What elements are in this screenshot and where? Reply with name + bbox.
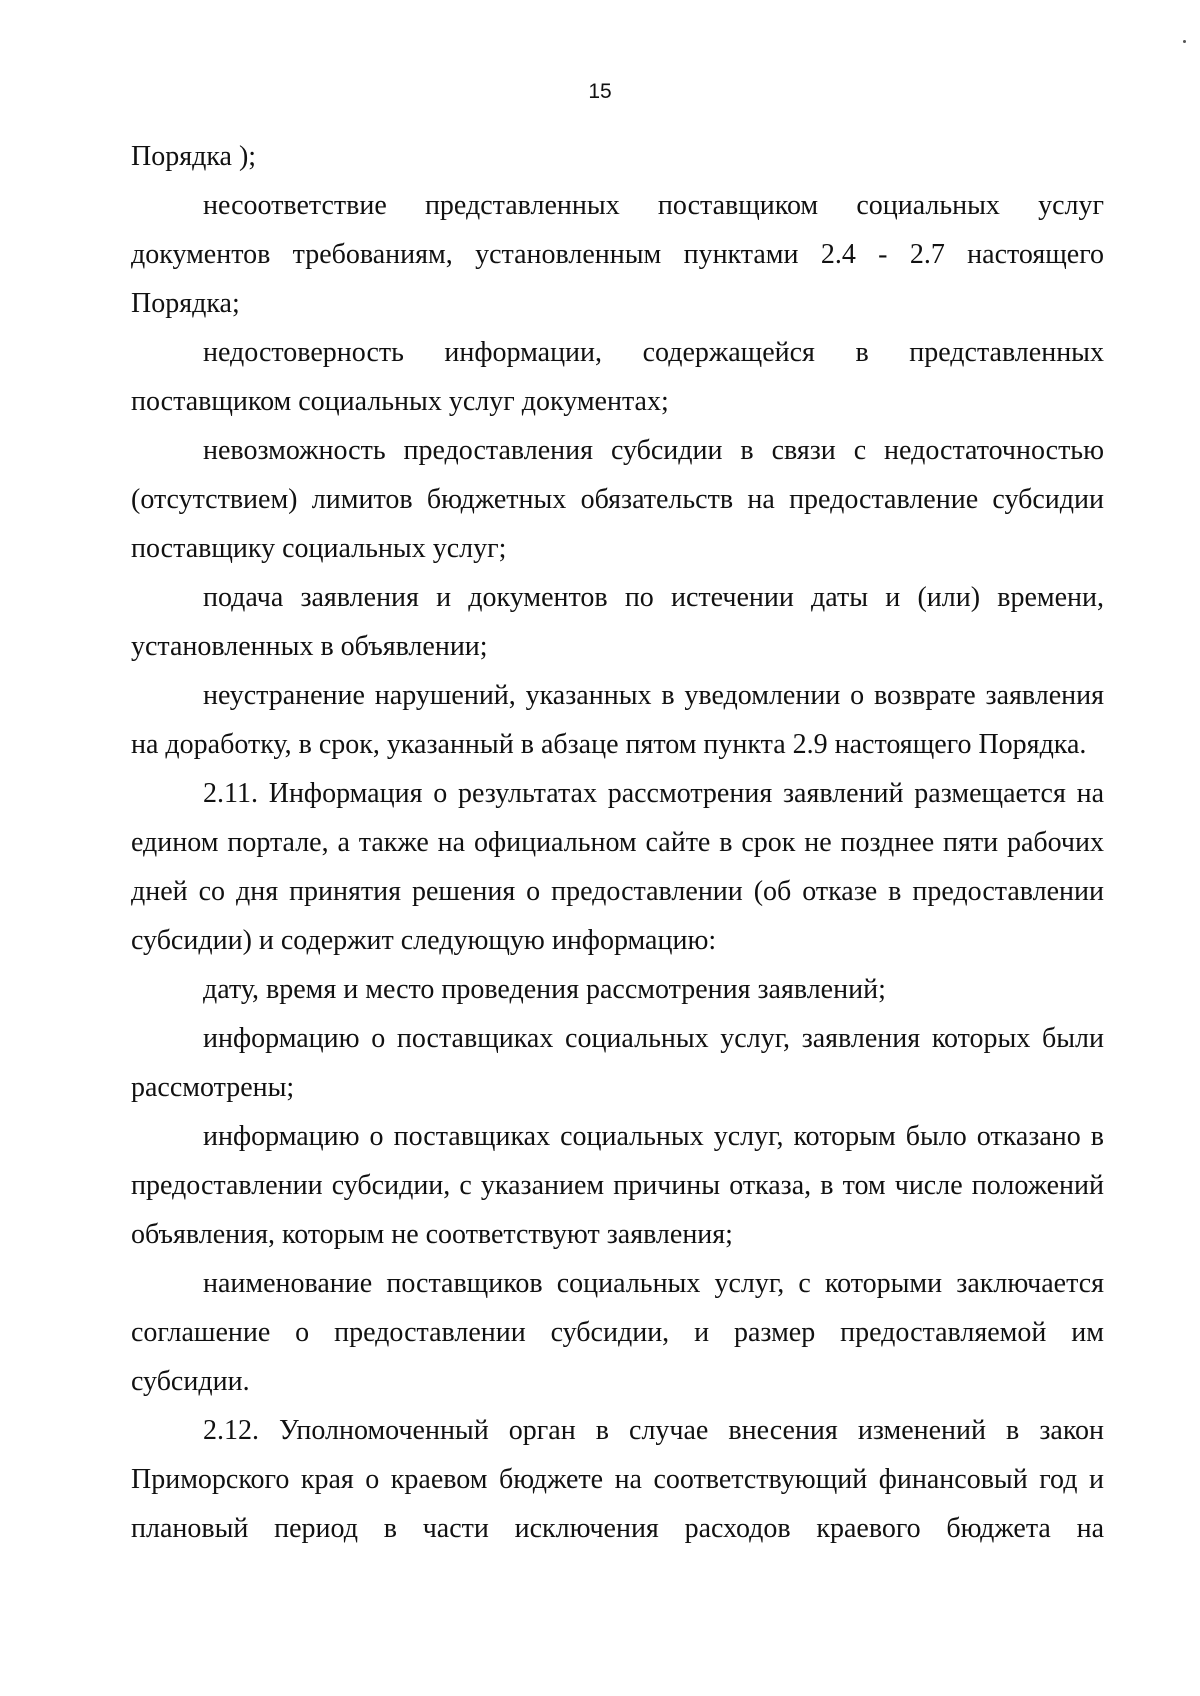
paragraph-clause-2-12: 2.12. Уполномоченный орган в случае внесения изменений в закон Приморского края о краевом бюджете на соответствующий финансовый год и плановый период в части исключения расходов краевого бюджета на <box>131 1415 1104 1544</box>
paragraph-item-insufficient-limits: невозможность предоставления субсидии в связи с недостаточностью (отсутствием) лимитов бюджетных обязательств на предоставление субсидии поставщику социальных услуг; <box>131 435 1104 564</box>
paragraph-item-unreliable-info: недостоверность информации, содержащейся в представленных поставщиком социальных услуг документах; <box>131 337 1104 417</box>
scan-speck <box>1183 40 1186 43</box>
paragraph-info-agreement-suppliers: наименование поставщиков социальных услуг, с которыми заключается соглашение о предоставлении субсидии, и размер предоставляемой им субсидии. <box>131 1268 1104 1397</box>
paragraph-info-refused-suppliers: информацию о поставщиках социальных услуг, которым было отказано в предоставлении субсидии, с указанием причины отказа, в том числе положений объявления, которым не соответствуют заявления; <box>131 1121 1104 1250</box>
paragraph-item-documents-mismatch: несоответствие представленных поставщиком социальных услуг документов требованиям, установленным пунктами 2.4 - 2.7 настоящего Порядка; <box>131 190 1104 319</box>
paragraph-info-date-time-place: дату, время и место проведения рассмотрения заявлений; <box>203 974 886 1005</box>
document-body <box>131 132 1104 1553</box>
paragraph-item-unresolved-violations: неустранение нарушений, указанных в уведомлении о возврате заявления на доработку, в срок, указанный в абзаце пятом пункта 2.9 настоящего Порядка. <box>131 680 1104 760</box>
paragraph-continuation: Порядка ); <box>131 141 257 172</box>
paragraph-item-late-submission: подача заявления и документов по истечении даты и (или) времени, установленных в объявлении; <box>131 582 1104 662</box>
paragraph-clause-2-11: 2.11. Информация о результатах рассмотрения заявлений размещается на едином портале, а также на официальном сайте в срок не позднее пяти рабочих дней со дня принятия решения о предоставлении (об отказе в предоставлении субсидии) и содержит следующую информацию: <box>131 778 1104 956</box>
paragraph-info-reviewed-suppliers: информацию о поставщиках социальных услуг, заявления которых были рассмотрены; <box>131 1023 1104 1103</box>
page-number: 15 <box>588 80 612 103</box>
